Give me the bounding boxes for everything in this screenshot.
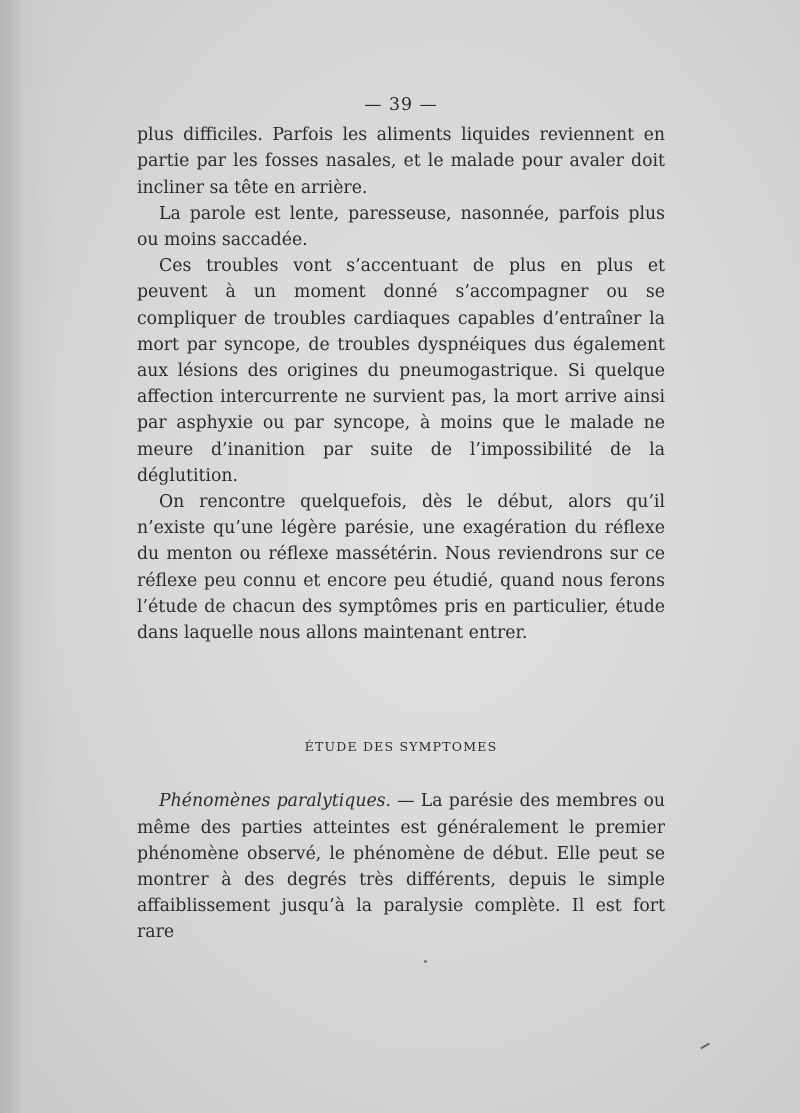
stray-ink-dot [424,960,427,963]
page-content [137,92,665,946]
page-edge-shadow [0,0,55,1113]
page-number: — 39 — [364,95,438,115]
paragraph-5-text: — La parésie des membres ou même des parties atteintes est généralement le premier phénomène observé, le phénomène de début. Elle peut se montrer à des degrés très différents, depuis le simple affaiblissement jusqu’à la paralysie complète. Il est fort rare [137,791,665,943]
paragraph-4: On rencontre quelquefois, dès le début, alors qu’il n’existe qu’une légère parésie, une exagération du réflexe du menton ou réflexe massétérin. Nous reviendrons sur ce réflexe peu connu et encore peu étudié, quand nous ferons l’étude de chacun des symptômes pris en particulier, étude dans laquelle nous allons maintenant entrer. [137,492,665,644]
section-title: ÉTUDE DES SYMPTOMES [304,739,498,755]
paragraph-5-lead: Phénomènes paralytiques. [159,791,392,812]
paragraph-2: La parole est lente, paresseuse, nasonnée, parfois plus ou moins saccadée. [137,203,665,251]
stray-pencil-mark [700,1043,710,1050]
paragraph-1: plus difficiles. Parfois les aliments liquides reviennent en partie par les fosses nasales, et le malade pour avaler doit incliner sa tête en arrière. [137,125,665,198]
paragraph-3: Ces troubles vont s’accentuant de plus en plus et peuvent à un moment donné s’accompagner ou se compliquer de troubles cardiaques capables d’entraîner la mort par syncope, de troubles dyspnéiques dus également aux lésions des origines du pneumogastrique. Si quelque affection intercurrente ne survient pas, la mort arrive ainsi par asphyxie ou par syncope, à moins que le malade ne meure d’inanition par suite de l’impossibilité de la déglutition. [137,256,665,486]
paragraph-5 [137,788,665,945]
